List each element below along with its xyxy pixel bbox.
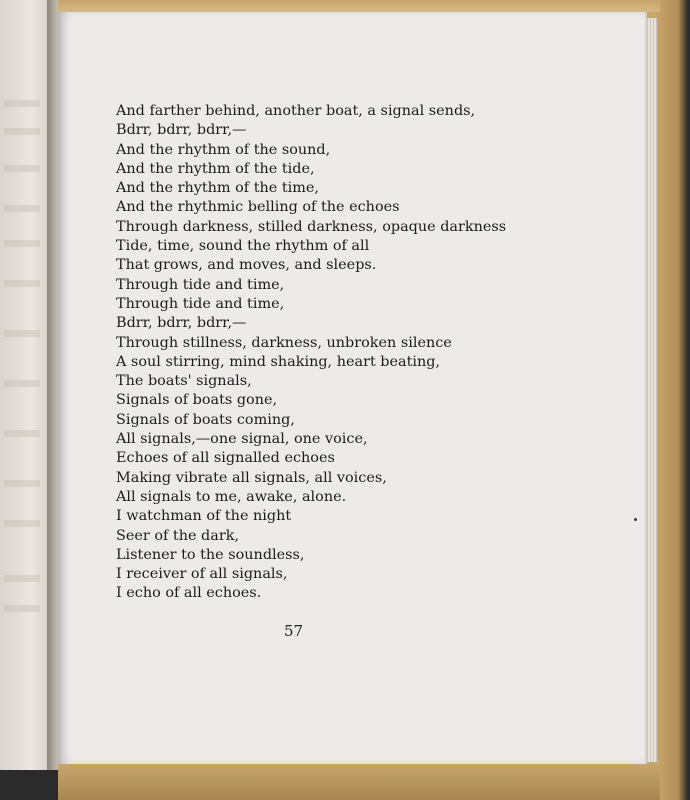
poem-line: The boats' signals, [116,373,252,390]
cover-board-bottom [58,760,660,800]
poem-line: Signals of boats gone, [116,392,278,409]
poem-line: Through darkness, stilled darkness, opaque darkness [116,218,507,235]
poem-line: Making vibrate all signals, all voices, [116,469,387,486]
poem-line: A soul stirring, mind shaking, heart beating, [116,353,441,370]
cover-board-top [58,0,660,12]
bleed-through-mark [4,280,40,287]
poem-line: And the rhythmic belling of the echoes [116,199,400,216]
poem-text [116,102,506,604]
poem-line: Through tide and time, [116,276,285,293]
bleed-through-mark [4,605,40,612]
poem-line: Listener to the soundless, [116,546,305,563]
bleed-through-mark [4,128,40,135]
bleed-through-mark [4,205,40,212]
bleed-through-mark [4,330,40,337]
poem-line: And the rhythm of the sound, [116,141,331,158]
bleed-through-mark [4,165,40,172]
poem-line: That grows, and moves, and sleeps. [116,257,377,274]
poem-line: Bdrr, bdrr, bdrr,— [116,122,247,139]
poem-line: I watchman of the night [116,508,292,525]
poem-line: Bdrr, bdrr, bdrr,— [116,315,247,332]
poem-line: All signals to me, awake, alone. [116,488,347,505]
page-stack-edge [645,18,657,762]
page-number: 57 [284,622,304,640]
poem-line: Tide, time, sound the rhythm of all [116,238,370,255]
book-page [58,12,645,764]
bleed-through-mark [4,100,40,107]
poem-line: Echoes of all signalled echoes [116,450,335,467]
poem-line: And the rhythm of the tide, [116,160,315,177]
poem-line: Through stillness, darkness, unbroken silence [116,334,452,351]
poem-line: Signals of boats coming, [116,411,295,428]
poem-line: And farther behind, another boat, a signal sends, [116,103,476,119]
bleed-through-mark [4,430,40,437]
bleed-through-mark [4,520,40,527]
bleed-through-mark [4,575,40,582]
paper-speck [634,518,637,521]
bleed-through-mark [4,480,40,487]
poem-line: Through tide and time, [116,295,285,312]
bleed-through-mark [4,380,40,387]
poem-line: I echo of all echoes. [116,585,262,602]
poem-line: Seer of the dark, [116,527,240,544]
poem-line: All signals,—one signal, one voice, [116,431,368,448]
bleed-through-mark [4,240,40,247]
poem-line: And the rhythm of the time, [116,180,319,197]
poem-line: I receiver of all signals, [116,566,288,583]
